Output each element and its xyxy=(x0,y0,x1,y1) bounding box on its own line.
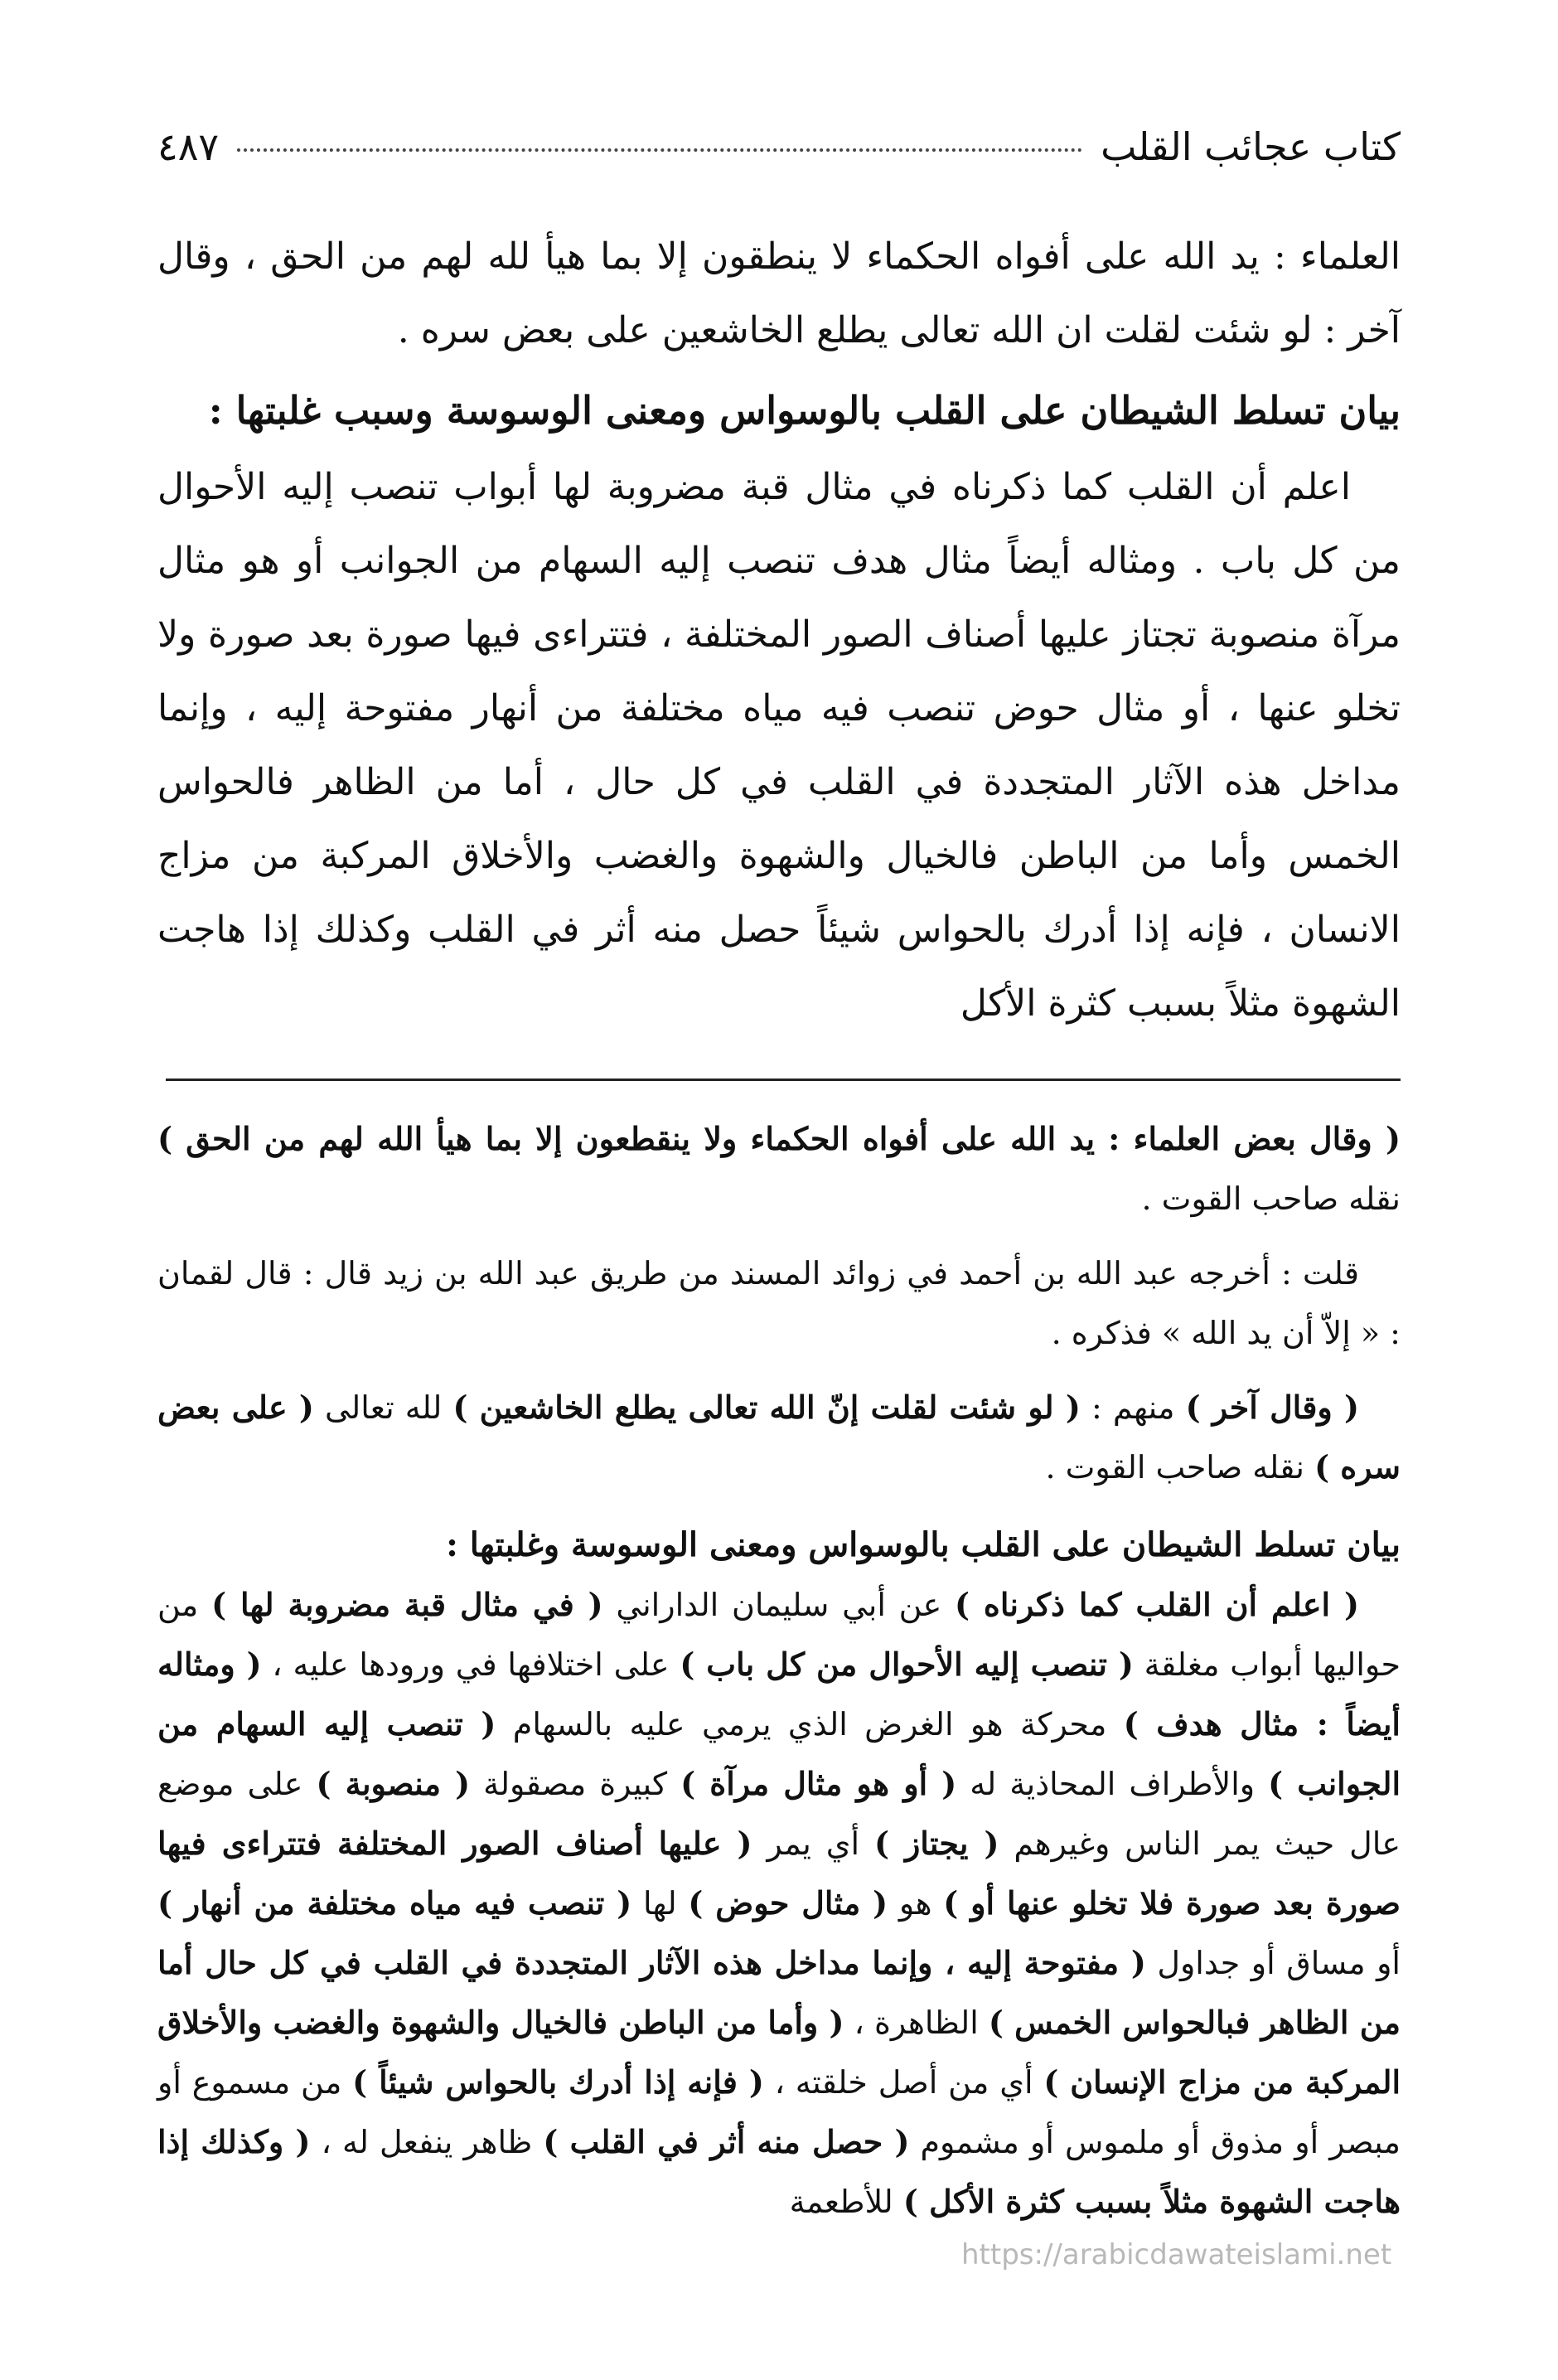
note-1 xyxy=(157,1109,1401,1229)
commentary-text: من مسموع أو مبصر أو مذوق أو ملموس أو مشموم xyxy=(157,2064,1401,2160)
commentary-text: ظاهر ينفعل له ، xyxy=(310,2124,544,2160)
commentary-text: الظاهرة ، xyxy=(844,2004,989,2041)
footnote-divider xyxy=(166,1079,1401,1081)
commentary-text: على اختلافها في ورودها عليه ، xyxy=(261,1646,680,1683)
commentary-quote: ( اعلم أن القلب كما ذكرناه ) xyxy=(955,1586,1359,1623)
commentary-text: عن أبي سليمان الداراني xyxy=(602,1587,956,1623)
commentary-quote: ( حصل منه أثر في القلب ) xyxy=(543,2123,910,2160)
main-text xyxy=(157,220,1401,1040)
note-3 xyxy=(157,1378,1401,1497)
commentary-quote: ( وكذلك إذا هاجت الشهوة مثلاً بسبب كثرة الأكل ) xyxy=(157,2123,1401,2220)
header-title: كتاب عجائب القلب xyxy=(1101,124,1401,169)
commentary-text: والأطراف المحاذية له xyxy=(956,1766,1269,1802)
commentary xyxy=(157,1109,1401,2232)
header-dot-leader xyxy=(237,148,1082,152)
commentary-text: من حواليها أبواب مغلقة xyxy=(157,1587,1401,1683)
section-heading: بيان تسلط الشيطان على القلب بالوسواس ومعنى الوسوسة وسبب غلبتها : xyxy=(208,388,1401,433)
commentary-text: أي يمر xyxy=(752,1825,874,1862)
note-1-source: نقله صاحب القوت . xyxy=(1141,1180,1401,1217)
commentary-quote: ( مثال حوض ) xyxy=(688,1884,888,1922)
running-header xyxy=(157,124,1401,182)
commentary-text: لها xyxy=(631,1885,689,1922)
page-number: ٤٨٧ xyxy=(157,124,220,169)
note-1-quote: ( وقال بعض العلماء : يد الله على أفواه الحكماء ولا ينقطعون إلا بما هيأ الله لهم من الحق ) xyxy=(157,1120,1401,1157)
commentary-quote: ( تنصب إليه السهام من الجوانب ) xyxy=(157,1705,1401,1802)
note-3-text-b: لله تعالى xyxy=(313,1389,453,1426)
commentary-text: للأطعمة xyxy=(789,2184,903,2220)
note-3-quote-b: ( لو شئت لقلت إنّ الله تعالى يطلع الخاشعين ) xyxy=(452,1389,1081,1426)
note-3-quote-a: ( وقال آخر ) xyxy=(1185,1389,1360,1426)
commentary-quote: ( ومثاله أيضاً : مثال هدف ) xyxy=(157,1646,1401,1743)
commentary-quote: ( فإنه إذا أدرك بالحواس شيئاً ) xyxy=(352,2063,764,2101)
commentary-text: كبيرة مصقولة xyxy=(470,1766,681,1802)
commentary-quote: ( منصوبة ) xyxy=(316,1765,471,1802)
commentary-text: أي من أصل خلقته ، xyxy=(763,2064,1044,2101)
commentary-text: أو مساق أو جداول xyxy=(1145,1945,1401,1981)
commentary-quote: ( عليها أصناف الصور المختلفة فتتراءى فيها صورة بعد صورة فلا تخلو عنها أو ) xyxy=(157,1825,1401,1922)
commentary-quote: ( يجتاز ) xyxy=(873,1825,999,1862)
commentary-quote: ( في مثال قبة مضروبة لها ) xyxy=(211,1586,603,1623)
commentary-text: محركة هو الغرض الذي يرمي عليه بالسهام xyxy=(496,1706,1124,1743)
note-3-text-c: نقله صاحب القوت . xyxy=(1045,1449,1315,1486)
commentary-text: هو xyxy=(888,1885,944,1922)
commentary-quote: ( وأما من الباطن فالخيال والشهوة والغضب والأخلاق المركبة من مزاج الإنسان ) xyxy=(157,2004,1401,2101)
note-2: قلت : أخرجه عبد الله بن أحمد في زوائد المسند من طريق عبد الله بن زيد قال : قال لقمان : « إلاّ أن يد الله » فذكره . xyxy=(157,1255,1401,1351)
commentary-heading: بيان تسلط الشيطان على القلب بالوسواس ومعنى الوسوسة وغلبتها : xyxy=(446,1525,1401,1564)
commentary-quote: ( أو هو مثال مرآة ) xyxy=(680,1765,957,1802)
commentary-paragraph xyxy=(157,1575,1401,2232)
note-3-text-a: منهم : xyxy=(1080,1389,1186,1426)
note-3-quote-c: ( على بعض سره ) xyxy=(157,1389,1401,1486)
commentary-quote: ( تنصب إليه الأحوال من كل باب ) xyxy=(680,1646,1134,1683)
commentary-quote: ( مفتوحة إليه ، وإنما مداخل هذه الآثار المتجددة في القلب في كل حال أما من الظاهر فبالحواس الخمس ) xyxy=(157,1944,1401,2041)
commentary-quote: ( تنصب فيه مياه مختلفة من أنهار ) xyxy=(157,1884,632,1922)
main-paragraph-2: اعلم أن القلب كما ذكرناه في مثال قبة مضروبة لها أبواب تنصب إليه الأحوال من كل باب . ومثاله أيضاً مثال هدف تنصب إليه السهام من الجوانب أو هو مثال مرآة منصوبة تجتاز عليها أصناف الصور المختلفة ، فتتراءى فيها صورة بعد صورة ولا تخلو عنها ، أو مثال حوض تنصب فيه مياه مختلفة من أنهار مفتوحة إليه ، وإنما مداخل هذه الآثار المتجددة في القلب في كل حال ، أما من الظاهر فالحواس الخمس وأما من الباطن فالخيال والشهوة والغضب والأخلاق المركبة من مزاج الانسان ، فإنه إذا أدرك بالحواس شيئاً حصل منه أثر في القلب وكذلك إذا هاجت الشهوة مثلاً بسبب كثرة الأكل xyxy=(157,466,1401,1025)
watermark-url: https://arabicdawateislami.net xyxy=(961,2238,1392,2271)
commentary-text: على موضع عال حيث يمر الناس وغيرهم xyxy=(157,1766,1401,1862)
main-paragraph-1: العلماء : يد الله على أفواه الحكماء لا ينطقون إلا بما هيأ لله لهم من الحق ، وقال آخر : لو شئت لقلت ان الله تعالى يطلع الخاشعين على بعض سره . xyxy=(157,235,1401,351)
